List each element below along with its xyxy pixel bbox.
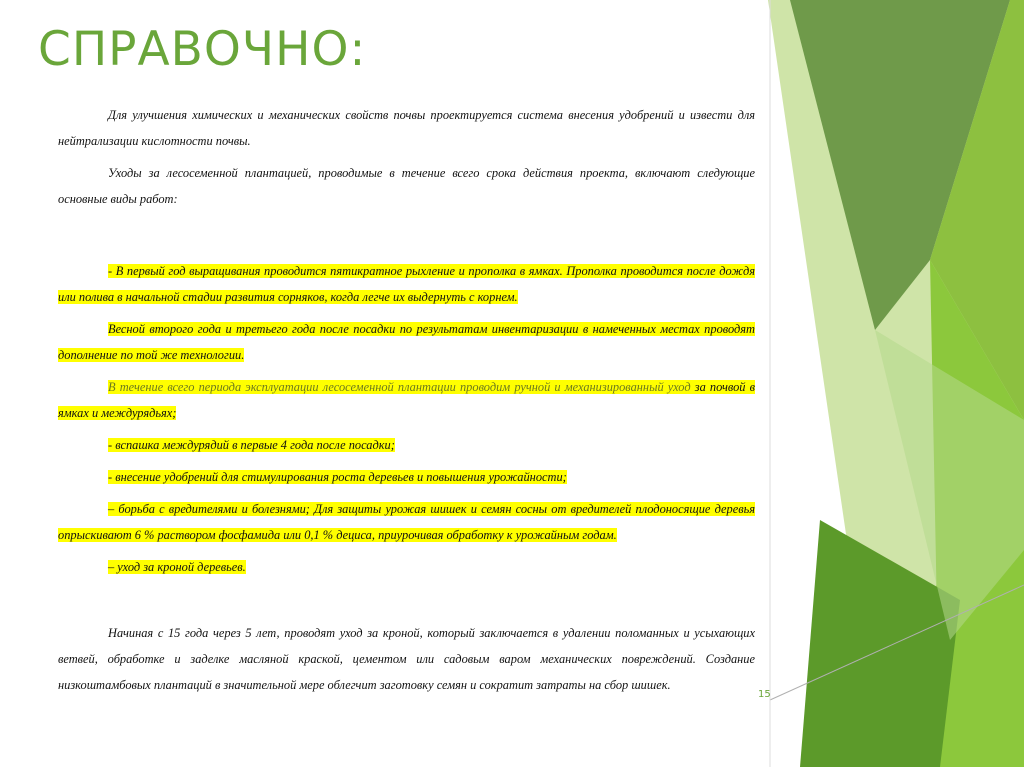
highlighted-text-olive: В течение всего периода эксплуатации лесосеменной плантации проводим ручной и механизированный уход bbox=[108, 380, 691, 394]
paragraph-soil-improvement bbox=[58, 102, 755, 154]
slide-title: СПРАВОЧНО: bbox=[38, 22, 367, 77]
list-item-crown-care bbox=[58, 554, 755, 580]
highlighted-text: - вспашка междурядий в первые 4 года после посадки; bbox=[108, 438, 395, 452]
paragraph-first-year bbox=[58, 258, 755, 310]
list-item-pest-control bbox=[58, 496, 755, 548]
paragraph-crown-care-details bbox=[58, 620, 755, 698]
list-item-plowing bbox=[58, 432, 755, 458]
paragraph-text: Уходы за лесосеменной плантацией, проводимые в течение всего срока действия проекта, включают следующие основные виды работ: bbox=[58, 166, 755, 206]
paragraph-second-year bbox=[58, 316, 755, 368]
page-number: 15 bbox=[758, 689, 771, 700]
highlighted-text: за почвой в ямках и междурядьях; bbox=[58, 380, 755, 420]
paragraph-care-intro bbox=[58, 160, 755, 212]
highlighted-text: Весной второго года и третьего года после посадки по результатам инвентаризации в намеченных местах проводят дополнение по той же технологии. bbox=[58, 322, 755, 362]
paragraph-text: Начиная с 15 года через 5 лет, проводят уход за кроной, который заключается в удалении поломанных и усыхающих ветвей, обработке и заделке масляной краской, цементом или садовым варом механических повреждений. Создание низкоштамбовых плантаций в значительной мере облегчит заготовку семян и сократит затраты на сбор шишек. bbox=[58, 626, 755, 692]
slide-body bbox=[58, 102, 755, 698]
highlighted-text: – борьба с вредителями и болезнями; Для защиты урожая шишек и семян сосны от вредителей плодоносящие деревья опрыскивают 6 % раствором фосфамида или 0,1 % дециса, приурочивая обработку к урожайным годам. bbox=[58, 502, 755, 542]
highlighted-text: - внесение удобрений для стимулирования роста деревьев и повышения урожайности; bbox=[108, 470, 567, 484]
paragraph-text: Для улучшения химических и механических свойств почвы проектируется система внесения удобрений и извести для нейтрализации кислотности почвы. bbox=[58, 108, 755, 148]
highlighted-text: – уход за кроной деревьев. bbox=[108, 560, 246, 574]
paragraph-maintenance bbox=[58, 374, 755, 426]
list-item-fertilizing bbox=[58, 464, 755, 490]
highlighted-text: - В первый год выращивания проводится пятикратное рыхление и прополка в ямках. Прополка проводится после дождя или полива в начальной стадии развития сорняков, когда легче их выдернуть с корнем. bbox=[58, 264, 755, 304]
